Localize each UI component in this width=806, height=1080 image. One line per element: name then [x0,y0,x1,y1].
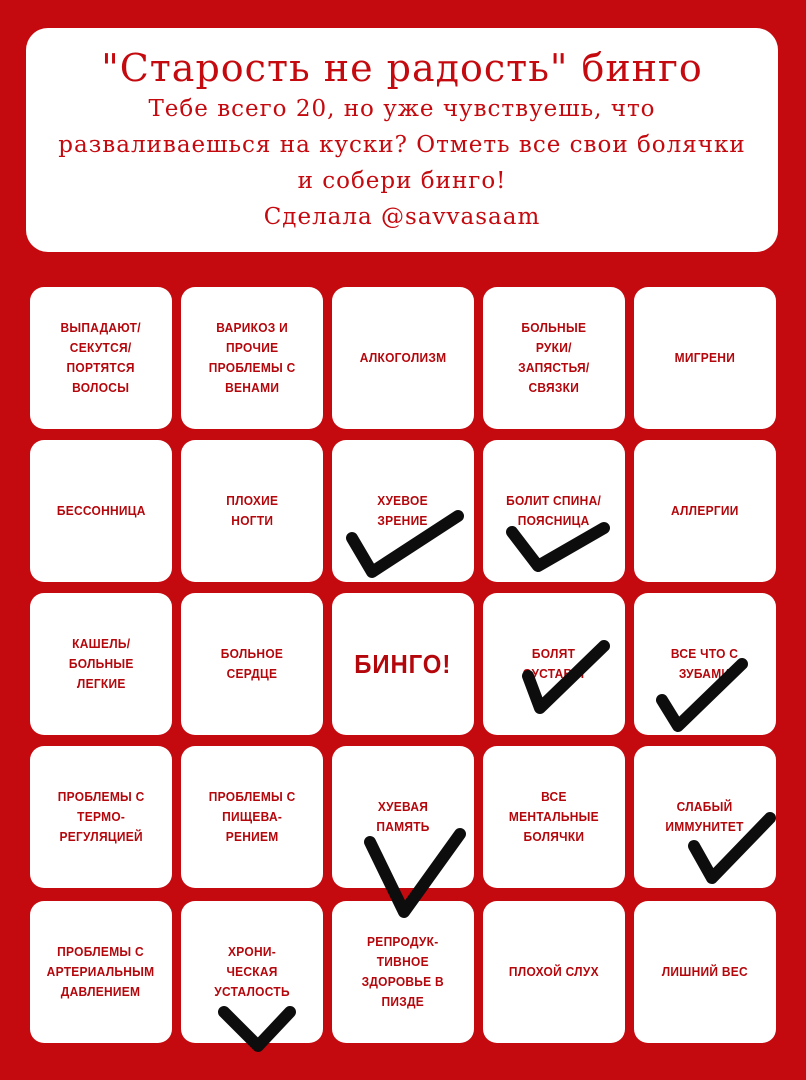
bingo-cell-label: БИНГО! [354,649,452,679]
bingo-cell[interactable] [332,746,474,888]
bingo-cell[interactable] [332,440,474,582]
bingo-cell[interactable] [30,901,172,1043]
bingo-cell[interactable] [483,440,625,582]
bingo-cell-label: ПЛОХИЕ НОГТИ [225,493,279,528]
bingo-cell-label: АЛКОГОЛИЗМ [359,350,447,365]
bingo-cell-label: ПРОБЛЕМЫ С ТЕРМО- РЕГУЛЯЦИЕЙ [57,789,145,844]
bingo-cell[interactable] [332,901,474,1043]
bingo-cell-label: КАШЕЛЬ/ БОЛЬНЫЕ ЛЕГКИЕ [68,636,134,691]
bingo-cell[interactable] [634,901,776,1043]
bingo-cell-label: АЛЛЕРГИИ [671,503,739,518]
page-subtitle: Тебе всего 20, но уже чувствуешь, что разваливаешься на куски? Отметь все свои болячки и собери бинго! [58,96,746,194]
bingo-cell-label: ПРОБЛЕМЫ С АРТЕРИАЛЬНЫМ ДАВЛЕНИЕМ [47,944,155,999]
bingo-cell[interactable] [181,440,323,582]
bingo-cell-label: БОЛЯТ СУСТАВЫ [523,646,585,681]
bingo-cell-label: ВАРИКОЗ И ПРОЧИЕ ПРОБЛЕМЫ С ВЕНАМИ [208,320,296,395]
bingo-cell[interactable] [634,593,776,735]
header-card [26,28,778,252]
bingo-cell[interactable] [634,746,776,888]
bingo-grid [30,287,780,1049]
bingo-cell[interactable] [30,746,172,888]
bingo-cell[interactable] [332,287,474,429]
author-credit: Сделала @savvasaam [263,204,541,230]
bingo-cell[interactable] [30,287,172,429]
bingo-cell[interactable] [181,593,323,735]
bingo-cell-label: МИГРЕНИ [674,350,736,365]
bingo-cell-label: ВЫПАДАЮТ/ СЕКУТСЯ/ ПОРТЯТСЯ ВОЛОСЫ [60,320,142,395]
bingo-cell[interactable] [483,746,625,888]
bingo-cell[interactable] [483,593,625,735]
bingo-cell-label: ПРОБЛЕМЫ С ПИЩЕВА- РЕНИЕМ [208,789,296,844]
bingo-cell[interactable] [181,746,323,888]
bingo-cell[interactable] [181,901,323,1043]
bingo-cell-label: ПЛОХОЙ СЛУХ [509,964,599,979]
bingo-cell-label: ХРОНИ- ЧЕСКАЯ УСТАЛОСТЬ [214,944,290,999]
bingo-cell-label: ВСЕ МЕНТАЛЬНЫЕ БОЛЯЧКИ [509,789,599,844]
bingo-free-cell[interactable] [332,593,474,735]
bingo-cell-label: РЕПРОДУК- ТИВНОЕ ЗДОРОВЬЕ В ПИЗДЕ [361,934,445,1009]
bingo-cell-label: ВСЕ ЧТО С ЗУБАМИ [671,646,739,681]
bingo-cell-label: БЕССОННИЦА [56,503,146,518]
bingo-cell-label: ХУЕВАЯ ПАМЯТЬ [376,799,430,834]
bingo-cell-label: БОЛИТ СПИНА/ ПОЯСНИЦА [506,493,602,528]
bingo-cell-label: СЛАБЫЙ ИММУНИТЕТ [665,799,745,834]
page-title: "Старость не радость" бинго [101,46,703,90]
bingo-cell[interactable] [634,287,776,429]
bingo-cell-label: ХУЕВОЕ ЗРЕНИЕ [377,493,429,528]
bingo-cell[interactable] [483,901,625,1043]
bingo-cell-label: БОЛЬНОЕ СЕРДЦЕ [220,646,284,681]
bingo-cell[interactable] [30,593,172,735]
bingo-cell[interactable] [483,287,625,429]
bingo-cell[interactable] [634,440,776,582]
bingo-cell-label: БОЛЬНЫЕ РУКИ/ ЗАПЯСТЬЯ/ СВЯЗКИ [518,320,590,395]
bingo-cell[interactable] [30,440,172,582]
bingo-cell[interactable] [181,287,323,429]
bingo-cell-label: ЛИШНИЙ ВЕС [661,964,749,979]
